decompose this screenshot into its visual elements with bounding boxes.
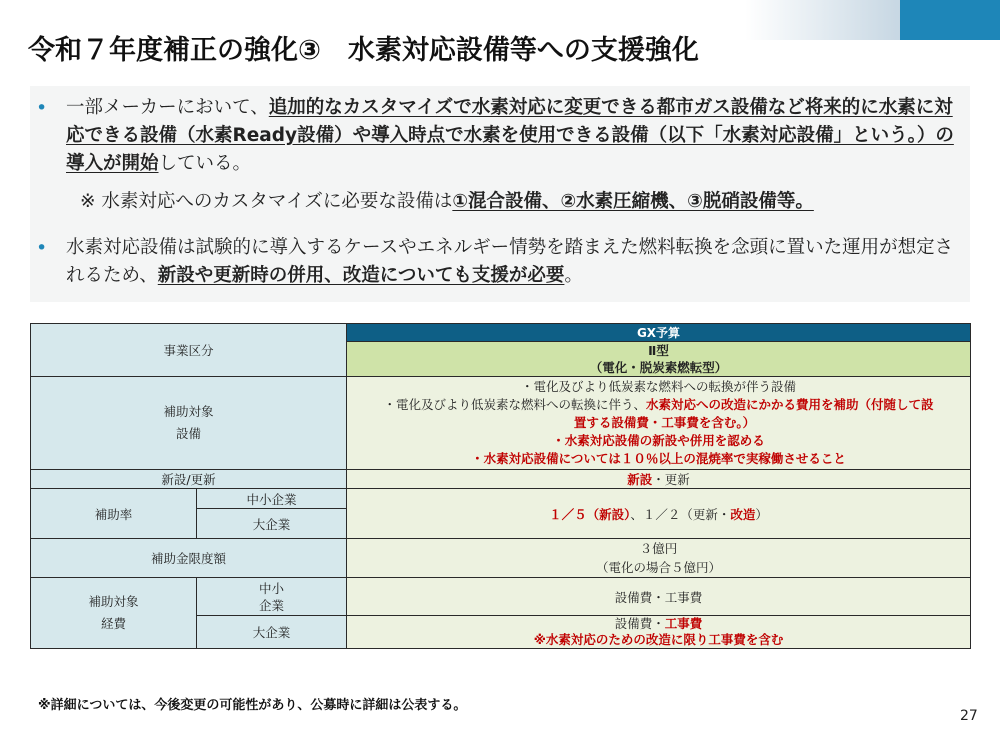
cost-large-cell: [347, 616, 971, 649]
paragraph-emphasis: 新設や更新時の併用、改造についても支援が必要: [157, 265, 565, 286]
label-sme: 中小企業: [197, 489, 347, 509]
cost-sme-cell: 設備費・工事費: [347, 578, 971, 616]
type-name: Ⅱ型: [648, 343, 669, 358]
note-text: ※ 水素対応へのカスタマイズに必要な設備は: [80, 191, 453, 212]
new-update-text: ・更新: [652, 472, 690, 487]
label-line: 企業: [259, 597, 285, 613]
rate-text: 、１／２（更新・: [630, 506, 731, 522]
subsidy-rate-cell: [347, 489, 971, 539]
paragraph-text: 一部メーカーにおいて、: [66, 97, 269, 118]
equipment-line: 置する設備費・工事費を含む。）: [573, 415, 756, 430]
page-title: 令和７年度補正の強化③ 水素対応設備等への支援強化: [28, 35, 699, 66]
equipment-line: ・電化及びより低炭素な燃料への転換が伴う設備: [521, 379, 797, 394]
label-large-company: 大企業: [197, 509, 347, 539]
label-subsidy-limit: 補助金限度額: [31, 539, 347, 578]
subsidy-table: [30, 323, 971, 649]
label-line: 補助対象: [88, 594, 139, 609]
cost-note: ※水素対応のための改造に限り工事費を含む: [533, 632, 784, 647]
paragraph-text: 。: [564, 265, 583, 286]
type-header: [347, 342, 971, 377]
equipment-line: ・水素対応設備の新設や併用を認める: [552, 433, 765, 448]
label-eligible-cost: [31, 578, 197, 649]
label-line: 設備: [176, 426, 202, 441]
eligible-equipment-cell: [347, 377, 971, 470]
info-paragraph-2: [66, 234, 971, 290]
paragraph-text: 水素対応設備は試験的に導入するケースやエネルギー情勢を踏まえた燃料転換を念頭に置いた運用が想定されるため、: [66, 237, 954, 286]
limit-line: ３億円: [639, 541, 678, 556]
label-line: 経費: [100, 616, 126, 631]
bullet-icon: •: [36, 97, 48, 119]
subsidy-limit-cell: [347, 539, 971, 578]
new-update-cell: [347, 470, 971, 489]
footnote: ※詳細については、今後変更の可能性があり、公募時に詳細は公表する。: [38, 698, 467, 713]
label-large-company: 大企業: [197, 616, 347, 649]
new-update-emphasis: 新設: [627, 472, 653, 487]
label-line: 補助対象: [163, 404, 214, 419]
note-emphasis: ①混合設備、②水素圧縮機、③脱硝設備等。: [452, 191, 814, 212]
cost-text: 設備費・: [614, 616, 665, 631]
type-subtitle: （電化・脱炭素燃転型）: [589, 360, 728, 375]
equipment-text: ・電化及びより低炭素な燃料への転換に伴う、: [383, 397, 647, 412]
rate-emphasis: １／５（新設）: [549, 506, 631, 522]
cost-large-line: [351, 616, 966, 632]
info-note: [80, 188, 973, 216]
equipment-line: [351, 396, 966, 414]
label-line: 中小: [259, 580, 285, 596]
equipment-line: ・水素対応設備については１０％以上の混焼率で実稼働させること: [471, 451, 846, 466]
cost-emphasis: 工事費: [664, 616, 703, 631]
gx-budget-header: GX予算: [347, 324, 971, 342]
rate-text: ）: [755, 506, 768, 522]
label-eligible-equipment: [31, 377, 347, 470]
paragraph-emphasis: 追加的なカスタマイズで水素対応に変更できる都市ガス設備など将来的に水素に対応できる設備（水素Ready設備）や導入時点で水素を使用できる設備（以下「水素対応設備」という。）の導入が開始: [66, 97, 954, 174]
page-number: 27: [960, 708, 978, 724]
label-business-category: 事業区分: [31, 324, 347, 377]
equipment-emphasis: 水素対応への改造にかかる費用を補助（付随して設: [646, 397, 934, 412]
bullet-icon: •: [36, 237, 48, 259]
label-sme-short: [197, 578, 347, 616]
limit-line: （電化の場合５億円）: [596, 560, 722, 575]
label-new-update: 新設/更新: [31, 470, 347, 489]
info-paragraph-1: [66, 94, 971, 178]
rate-emphasis: 改造: [730, 506, 756, 522]
paragraph-text: している。: [158, 153, 252, 174]
label-subsidy-rate: 補助率: [31, 489, 197, 539]
